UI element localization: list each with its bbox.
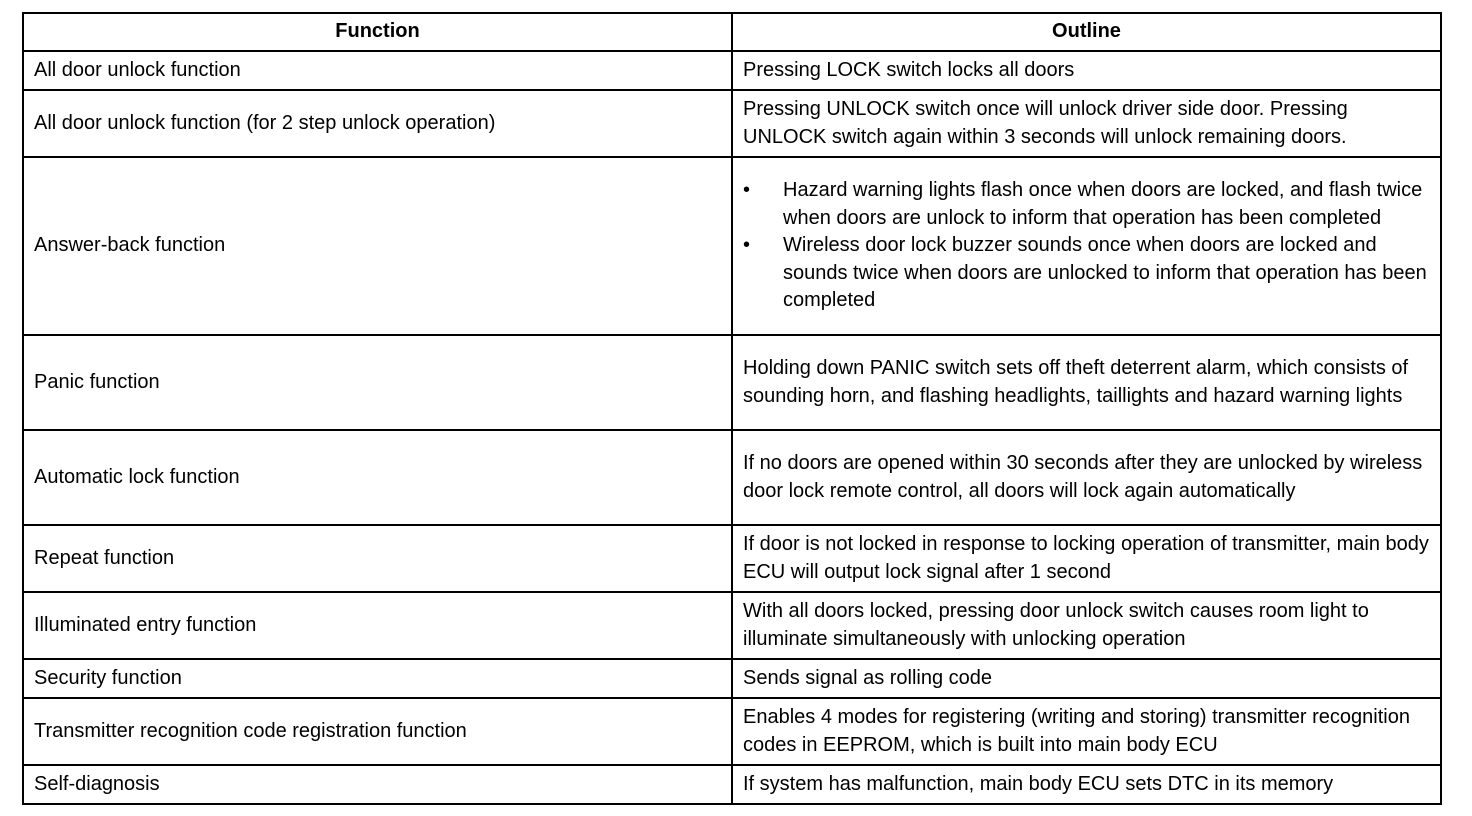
outline-cell: If door is not locked in response to locking operation of transmitter, main body ECU will output lock signal after 1 second (732, 525, 1441, 592)
table-row (23, 51, 1441, 90)
function-cell: Panic function (23, 335, 732, 430)
table-row (23, 525, 1441, 592)
table-row (23, 659, 1441, 698)
table-row (23, 765, 1441, 804)
bullet-list (743, 177, 1430, 315)
function-cell: Transmitter recognition code registration function (23, 698, 732, 765)
function-cell: Illuminated entry function (23, 592, 732, 659)
bullet-item: • Wireless door lock buzzer sounds once when doors are locked and sounds twice when doors are unlocked to inform that operation has been completed (743, 232, 1430, 315)
function-outline-table (22, 12, 1442, 805)
table-row (23, 157, 1441, 335)
outline-cell: If no doors are opened within 30 seconds after they are unlocked by wireless door lock remote control, all doors will lock again automatically (732, 430, 1441, 525)
table-row (23, 430, 1441, 525)
table-row (23, 698, 1441, 765)
table-row (23, 335, 1441, 430)
function-cell: Security function (23, 659, 732, 698)
function-cell: Self-diagnosis (23, 765, 732, 804)
function-cell: Answer-back function (23, 157, 732, 335)
outline-cell: With all doors locked, pressing door unlock switch causes room light to illuminate simultaneously with unlocking operation (732, 592, 1441, 659)
function-cell: Automatic lock function (23, 430, 732, 525)
outline-cell (732, 157, 1441, 335)
header-function: Function (23, 13, 732, 51)
outline-cell: Sends signal as rolling code (732, 659, 1441, 698)
outline-cell: Pressing UNLOCK switch once will unlock driver side door. Pressing UNLOCK switch again within 3 seconds will unlock remaining doors. (732, 90, 1441, 157)
outline-cell: If system has malfunction, main body ECU sets DTC in its memory (732, 765, 1441, 804)
outline-cell: Holding down PANIC switch sets off theft deterrent alarm, which consists of sounding horn, and flashing headlights, taillights and hazard warning lights (732, 335, 1441, 430)
function-cell: Repeat function (23, 525, 732, 592)
header-outline: Outline (732, 13, 1441, 51)
table-row (23, 592, 1441, 659)
bullet-item: • Hazard warning lights flash once when doors are locked, and flash twice when doors are unlock to inform that operation has been completed (743, 177, 1430, 232)
table-row (23, 90, 1441, 157)
function-cell: All door unlock function (23, 51, 732, 90)
header-row (23, 13, 1441, 51)
outline-cell: Pressing LOCK switch locks all doors (732, 51, 1441, 90)
outline-cell: Enables 4 modes for registering (writing and storing) transmitter recognition codes in EEPROM, which is built into main body ECU (732, 698, 1441, 765)
function-cell: All door unlock function (for 2 step unlock operation) (23, 90, 732, 157)
